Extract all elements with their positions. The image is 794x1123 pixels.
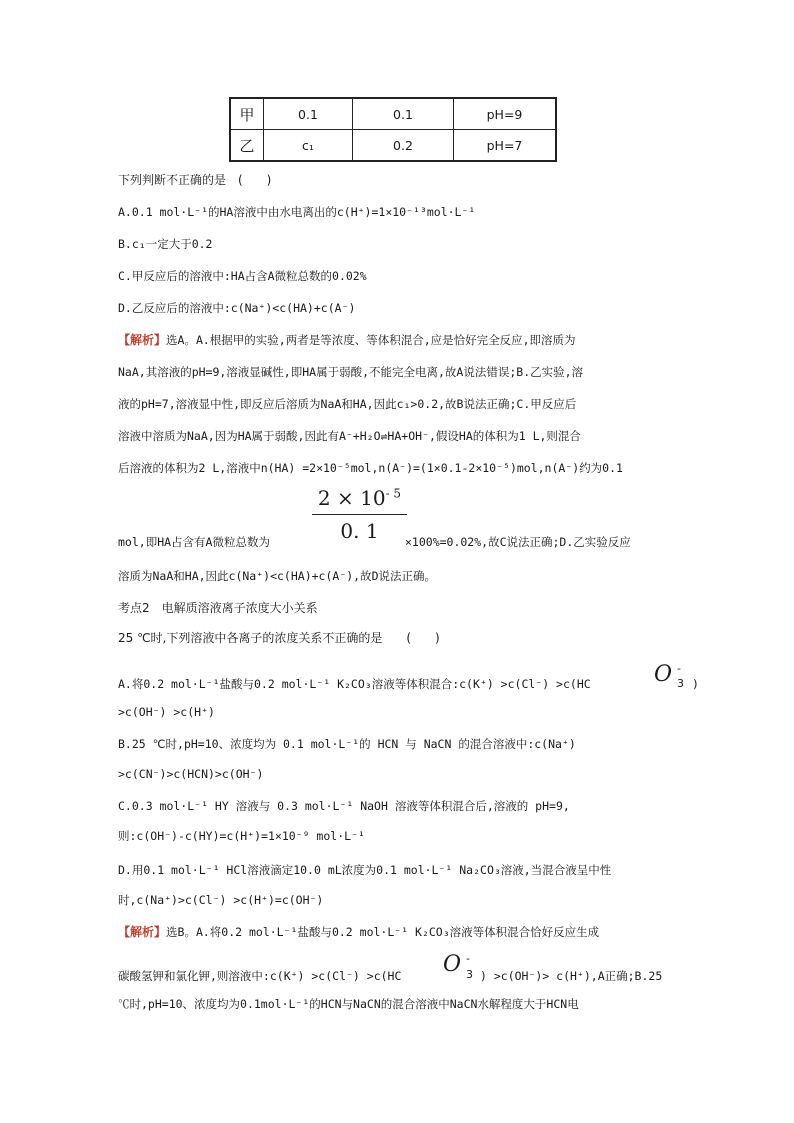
- subscript: 3: [677, 677, 684, 690]
- table-cell: 甲: [230, 98, 264, 130]
- carbonate-o-symbol: O: [654, 662, 673, 687]
- analysis-line: ℃时,pH=10、浓度均为0.1mol·L⁻¹的HCN与NaCN的混合溶液中NaCN水解程度大于HCN电: [118, 997, 579, 1011]
- analysis-line: ×100%=0.02%,故C说法正确;D.乙实验反应: [405, 535, 631, 549]
- fraction: [312, 486, 407, 543]
- data-table: [229, 97, 557, 162]
- option-c: C.0.3 mol·L⁻¹ HY 溶液与 0.3 mol·L⁻¹ NaOH 溶液等体积混合后,溶液的 pH=9,: [118, 799, 570, 813]
- analysis-line: 【解析】选B。A.将0.2 mol·L⁻¹盐酸与0.2 mol·L⁻¹ K₂CO₃溶液等体积混合恰好反应生成: [118, 925, 600, 939]
- table-row: [230, 98, 556, 130]
- fraction-numerator: $2 \times 10^{- 5}$: [317, 486, 402, 510]
- option-c: C.甲反应后的溶液中:HA占含A微粒总数的0.02%: [118, 269, 367, 283]
- option-a: A.0.1 mol·L⁻¹的HA溶液中由水电离出的c(H⁺)=1×10⁻¹³mol·L⁻¹: [118, 205, 476, 219]
- table-cell: pH=7: [454, 130, 557, 162]
- option-b: B.c₁一定大于0.2: [118, 237, 213, 251]
- option-a-tail: ): [692, 677, 699, 691]
- question-stem: 25 ℃时,下列溶液中各离子的浓度关系不正确的是 ( ): [118, 631, 440, 645]
- section-heading: 考点2 电解质溶液离子浓度大小关系: [118, 601, 318, 615]
- analysis-line: 溶液中溶质为NaA,因为HA属于弱酸,因此有A⁻+H₂O⇌HA+OH⁻,假设HA的体积为1 L,则混合: [118, 429, 581, 443]
- charge-superscript: -: [466, 952, 470, 965]
- option-d-cont: 时,c(Na⁺)>c(Cl⁻) >c(H⁺)=c(OH⁻): [118, 893, 324, 907]
- table-cell: 0.1: [264, 98, 353, 130]
- option-a: A.将0.2 mol·L⁻¹盐酸与0.2 mol·L⁻¹ K₂CO₃溶液等体积混合:c(K⁺) >c(Cl⁻) >c(HC: [118, 677, 591, 691]
- option-b: B.25 ℃时,pH=10、浓度均为 0.1 mol·L⁻¹的 HCN 与 NaCN 的混合溶液中:c(Na⁺): [118, 737, 576, 751]
- option-c-cont: 则:c(OH⁻)-c(HY)=c(H⁺)=1×10⁻⁹ mol·L⁻¹: [118, 829, 365, 843]
- option-d: D.用0.1 mol·L⁻¹ HCl溶液滴定10.0 mL浓度为0.1 mol·L⁻¹ Na₂CO₃溶液,当混合液呈中性: [118, 863, 612, 877]
- table-cell: pH=9: [454, 98, 557, 130]
- table-row: [230, 130, 556, 162]
- analysis-line: 溶质为NaA和HA,因此c(Na⁺)<c(HA)+c(A⁻),故D说法正确。: [118, 569, 437, 583]
- table-cell: 0.2: [353, 130, 454, 162]
- analysis-line: 碳酸氢钾和氯化钾,则溶液中:c(K⁺) >c(Cl⁻) >c(HC: [118, 969, 402, 983]
- analysis-line: 【解析】选A。A.根据甲的实验,两者是等浓度、等体积混合,应是恰好完全反应,即溶质为: [118, 333, 576, 347]
- charge-superscript: -: [677, 662, 681, 675]
- analysis-line: mol,即HA占含有A微粒总数为: [118, 535, 270, 549]
- option-d: D.乙反应后的溶液中:c(Na⁺)<c(HA)+c(A⁻): [118, 301, 356, 315]
- table-cell: c₁: [264, 130, 353, 162]
- analysis-line: 后溶液的体积为2 L,溶液中n(HA) =2×10⁻⁵mol,n(A⁻)=(1×0.1-2×10⁻⁵)mol,n(A⁻)约为0.1: [118, 461, 623, 475]
- analysis-line: 液的pH=7,溶液显中性,即反应后溶质为NaA和HA,因此c₁>0.2,故B说法正确;C.甲反应后: [118, 397, 577, 411]
- carbonate-o-symbol: O: [443, 952, 462, 977]
- question-stem: 下列判断不正确的是 ( ): [118, 173, 272, 187]
- subscript: 3: [466, 968, 473, 981]
- analysis-line: NaA,其溶液的pH=9,溶液显碱性,即HA属于弱酸,不能完全电离,故A说法错误;B.乙实验,溶: [118, 365, 584, 379]
- option-a-cont: >c(OH⁻) >c(H⁺): [118, 705, 215, 719]
- analysis-tag: 【解析】: [118, 333, 167, 347]
- fraction-denominator: 0. 1: [340, 519, 379, 543]
- table-cell: 0.1: [353, 98, 454, 130]
- analysis-line: ) >c(OH⁻)> c(H⁺),A正确;B.25: [480, 969, 663, 983]
- option-b-cont: >c(CN⁻)>c(HCN)>c(OH⁻): [118, 767, 264, 781]
- table-cell: 乙: [230, 130, 264, 162]
- analysis-tag: 【解析】: [118, 925, 167, 939]
